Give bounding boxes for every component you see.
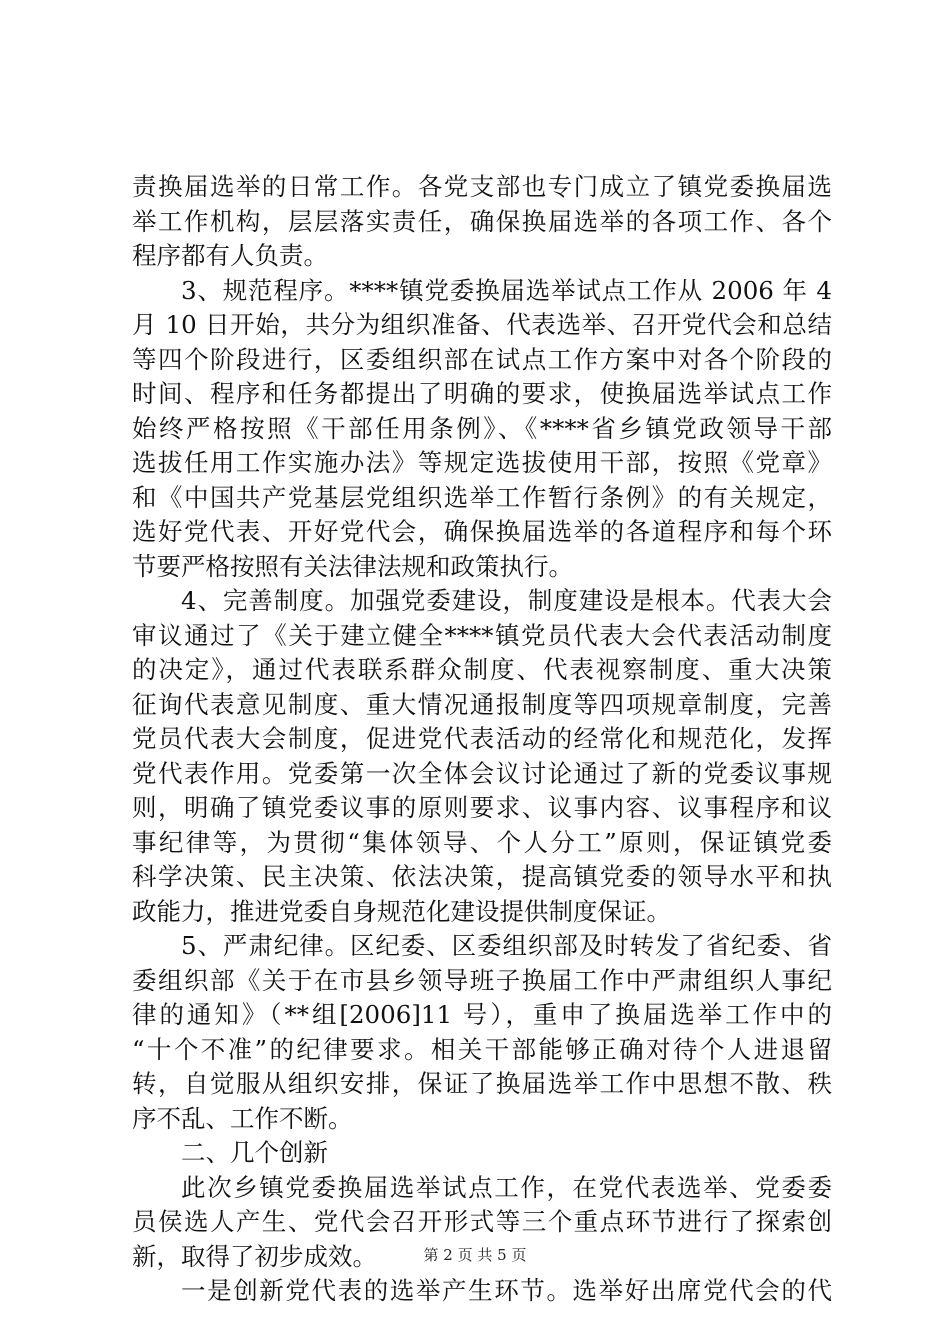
text-line: 序不乱、工作不断。 xyxy=(132,1103,353,1133)
text-line: 选拔任用工作实施办法》等规定选拔使用干部，按照《党章》 xyxy=(132,448,832,477)
text-line: 的决定》，通过代表联系群众制度、代表视察制度、重大决策 xyxy=(132,655,832,684)
text-line: 委组织部《关于在市县乡领导班子换届工作中严肃组织人事纪 xyxy=(132,965,832,995)
text-line: 新，取得了初步成效。 xyxy=(132,1241,377,1271)
text-line: 月 10 日开始，共分为组织准备、代表选举、召开党代会和总结 xyxy=(132,310,832,339)
text-line: 始终严格按照《干部任用条例》、《****省乡镇党政领导干部 xyxy=(132,413,832,443)
text-line: 4、完善制度。加强党委建设，制度建设是根本。代表大会 xyxy=(181,586,832,615)
text-line: “十个不准”的纪律要求。相关干部能够正确对待个人进退留 xyxy=(132,1034,832,1064)
text-line: 二、几个创新 xyxy=(181,1138,328,1167)
document-body xyxy=(132,170,832,1309)
text-line: 政能力，推进党委自身规范化建设提供制度保证。 xyxy=(132,896,671,926)
text-line: 程序都有人负责。 xyxy=(132,241,328,270)
text-line: 节要严格按照有关法律法规和政策执行。 xyxy=(132,551,573,581)
text-line: 则，明确了镇党委议事的原则要求、议事内容、议事程序和议 xyxy=(132,793,832,822)
text-line: 3、规范程序。****镇党委换届选举试点工作从 2006 年 4 xyxy=(181,275,832,305)
text-line: 律的通知》（**组[2006]11 号），重申了换届选举工作中的 xyxy=(132,1000,832,1029)
text-line: 一是创新党代表的选举产生环节。选举好出席党代会的代 xyxy=(181,1276,832,1305)
text-line: 员侯选人产生、党代会召开形式等三个重点环节进行了探索创 xyxy=(132,1207,832,1236)
text-line: 科学决策、民主决策、依法决策，提高镇党委的领导水平和执 xyxy=(132,862,832,891)
text-line: 责换届选举的日常工作。各党支部也专门成立了镇党委换届选 xyxy=(132,172,832,201)
page-footer: 第 2 页 共 5 页 xyxy=(423,1246,527,1264)
text-line: 举工作机构，层层落实责任，确保换届选举的各项工作、各个 xyxy=(132,206,832,236)
text-line: 转，自觉服从组织安排，保证了换届选举工作中思想不散、秩 xyxy=(132,1069,832,1098)
text-line: 征询代表意见制度、重大情况通报制度等四项规章制度，完善 xyxy=(132,689,832,719)
text-line: 等四个阶段进行，区委组织部在试点工作方案中对各个阶段的 xyxy=(132,344,832,374)
text-line: 审议通过了《关于建立健全****镇党员代表大会代表活动制度 xyxy=(132,620,832,650)
text-line: 选好党代表、开好党代会，确保换届选举的各道程序和每个环 xyxy=(132,517,832,546)
text-line: 党代表作用。党委第一次全体会议讨论通过了新的党委议事规 xyxy=(132,758,832,788)
text-line: 5、严肃纪律。区纪委、区委组织部及时转发了省纪委、省 xyxy=(181,931,832,960)
text-line: 事纪律等，为贯彻“集体领导、个人分工”原则，保证镇党委 xyxy=(132,827,832,857)
text-line: 时间、程序和任务都提出了明确的要求，使换届选举试点工作 xyxy=(132,379,832,408)
text-line: 此次乡镇党委换届选举试点工作，在党代表选举、党委委 xyxy=(181,1172,832,1202)
text-line: 和《中国共产党基层党组织选举工作暂行条例》的有关规定， xyxy=(132,482,832,512)
text-line: 党员代表大会制度，促进党代表活动的经常化和规范化，发挥 xyxy=(132,724,832,753)
